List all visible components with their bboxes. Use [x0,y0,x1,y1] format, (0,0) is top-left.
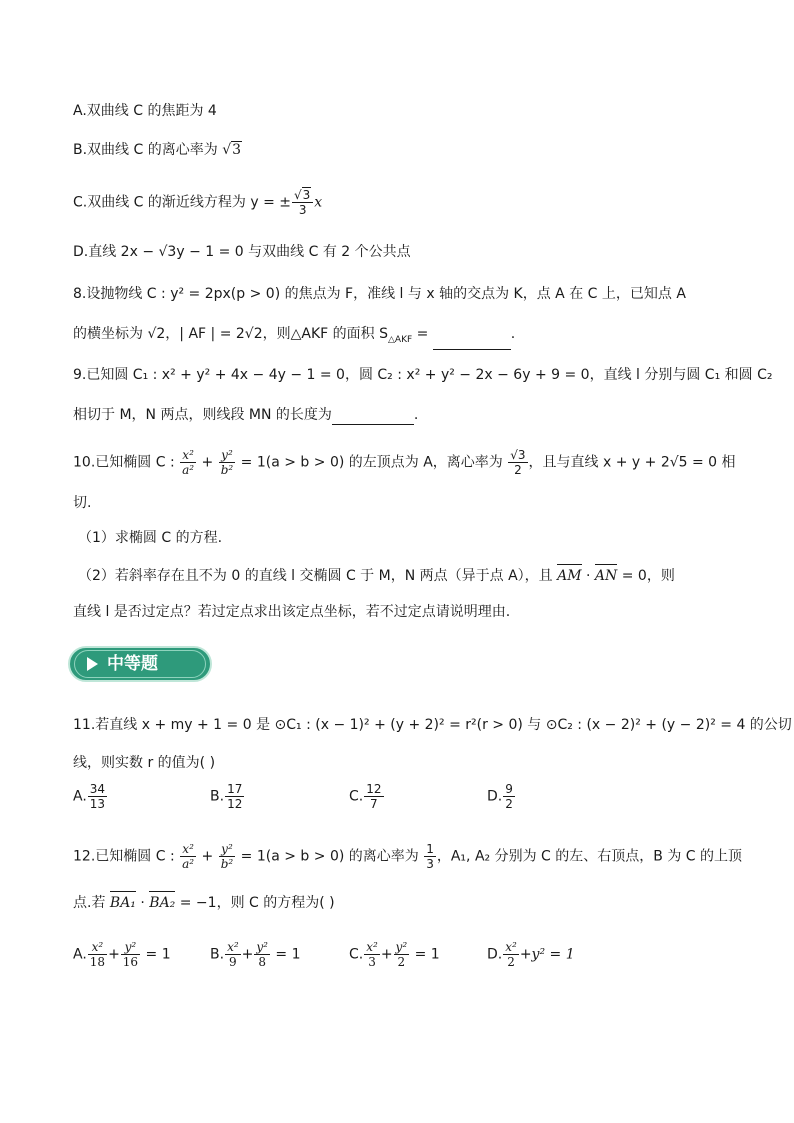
q12-option-d[interactable]: D. $\frac{\text{x²}}{2}$ +y² = 1 [487,940,575,969]
q12-f2-num: y² [219,842,236,857]
q12-option-b-d2: 8 [258,955,266,969]
q12-option-a-tail: = 1 [141,946,171,963]
q12-option-c[interactable]: C. $\frac{\text{x²}}{3}$ + $\frac{\text{y²}}{2}$ = 1 [349,940,440,969]
q11-option-b-den: 12 [227,797,243,811]
q10-part1: （1）求椭圆 C 的方程. [78,530,223,546]
q8-equals: = [412,326,433,342]
q8-answer-blank[interactable] [433,335,511,350]
q12-option-a-n1: x² [88,940,107,955]
vector-ba1: BA₁ [109,895,136,911]
q7-option-c-den: 3 [298,203,307,217]
q9-line2: 相切于 M，N 两点，则线段 MN 的长度为 . [73,407,419,423]
q8-line1: 8.设抛物线 C : y² = 2px(p > 0) 的焦点为 F，准线 l 与 x 轴的交点为 K，点 A 在 C 上，已知点 A [73,286,686,302]
q11-option-b[interactable] [210,782,245,811]
q12-option-b-d1: 9 [229,955,237,969]
q7-option-c-x: x [314,194,323,211]
q12-option-b-n1: x² [227,940,239,954]
q12-option-a-n2: y² [121,940,140,955]
q11-option-d-label: D. [487,788,503,805]
section-title: 中等题 [107,654,158,674]
q11-line1: 11.若直线 x + my + 1 = 0 是 ⊙C₁ : (x − 1)² + (y + 2)² = r²(r > 0) 与 ⊙C₂ : (x − 2)² + (y − 2)² = 4 的公切 [73,717,792,733]
q12-f1-num: x² [180,842,196,857]
q10-plus: + [197,454,218,471]
q12-option-c-d2: 2 [397,955,406,969]
q11-option-b-label: B. [210,788,225,805]
q10-f2-den: b² [220,463,234,477]
q12-e-num: 1 [426,842,434,856]
q7-option-b: B.双曲线 C 的离心率为 √3 [73,142,242,158]
q12-option-b[interactable]: B. $\frac{\text{x²}}{9}$ + $\frac{\text{y²}}{8}$ = 1 [210,940,301,969]
q11-option-a-label: A. [73,788,87,805]
q7-option-b-text: B.双曲线 C 的离心率为 [73,142,223,158]
q12-post: ，A₁, A₂ 分别为 C 的左、右顶点，B 为 C 的上顶 [436,848,742,865]
q12-f1-den: a² [182,857,195,871]
q12-option-c-tail: = 1 [410,946,440,963]
q10-part2 [78,566,675,586]
q12-option-a[interactable]: A. $\frac{\text{x²}}{18}$ + $\frac{\text{y²}}{16}$ = 1 [73,940,171,969]
q11-option-c-den: 7 [370,797,378,811]
vector-an: AN [594,568,618,584]
vector-am: AM [557,568,582,584]
q12-mid: = 1(a > b > 0) 的离心率为 [236,848,424,865]
q12-option-d-label: D. [487,946,503,963]
q12-option-d-n1: x² [505,940,517,954]
q12-pre: 12.已知椭圆 C : [73,848,180,865]
q8-area-subscript: △AKF [387,334,413,345]
q11-option-a[interactable] [73,782,108,811]
q10-f1-num: x² [180,448,196,463]
section-banner [68,646,214,684]
q11-option-d[interactable] [487,782,516,811]
play-triangle-icon [87,657,98,671]
q10-part2-post: = 0，则 [617,568,675,584]
q8-line2-text: 的横坐标为 √2，| AF | = 2√2，则△AKF 的面积 S [73,326,388,342]
q10-e-num: √3 [510,448,526,462]
q12-option-b-n2: y² [256,940,268,954]
q12-f2-den: b² [220,857,234,871]
q11-option-c[interactable] [349,782,385,811]
q11-option-a-num: 34 [89,782,106,796]
q10-f1-den: a² [182,463,195,477]
q11-option-d-den: 2 [505,797,513,811]
q10-mid: = 1(a > b > 0) 的左顶点为 A，离心率为 [236,454,508,471]
q12-line2-post: = −1，则 C 的方程为( ) [175,895,335,911]
q7-option-c-num: 3 [302,188,311,202]
q11-option-a-den: 13 [89,797,106,811]
q7-option-b-sqrt: 3 [232,142,242,158]
q12-e-den: 3 [426,857,434,871]
q7-option-c-text: C.双曲线 C 的渐近线方程为 y = ± [73,194,291,211]
q12-option-c-label: C. [349,946,364,963]
q12-option-c-d1: 3 [368,955,376,969]
q7-option-d: D.直线 2x − √3y − 1 = 0 与双曲线 C 有 2 个公共点 [73,244,411,260]
vector-ba2: BA₂ [149,895,176,911]
q12-option-c-n1: x² [366,940,378,954]
q9-line1: 9.已知圆 C₁ : x² + y² + 4x − 4y − 1 = 0，圆 C₂ : x² + y² − 2x − 6y + 9 = 0，直线 l 分别与圆 C₁ 和圆 C₂ [73,367,773,383]
q7-option-c: C.双曲线 C 的渐近线方程为 y = ± $\frac{√3}{3}$ x [73,188,323,217]
q11-option-b-num: 17 [227,782,243,796]
q10-line1 [73,448,736,477]
q12-option-a-d1: 18 [89,955,106,969]
q12-option-a-label: A. [73,946,87,963]
q12-line2: 点.若 BA₁ · BA₂ = −1，则 C 的方程为( ) [73,895,335,911]
q10-part2-text: （2）若斜率存在且不为 0 的直线 l 交椭圆 C 于 M，N 两点（异于点 A），且 [78,568,558,584]
q11-option-d-num: 9 [505,782,513,796]
q10-e-den: 2 [514,463,522,477]
q10-post: ，且与直线 x + y + 2√5 = 0 相 [528,454,736,471]
q7-option-a: A.双曲线 C 的焦距为 4 [73,103,217,119]
q12-option-b-label: B. [210,946,225,963]
q12-option-d-tail: y² = 1 [531,946,575,963]
q9-answer-blank[interactable] [332,410,414,425]
q12-option-c-n2: y² [395,940,408,954]
q10-pre: 10.已知椭圆 C : [73,454,180,471]
q10-line2: 切. [73,495,92,511]
q10-f2-num: y² [219,448,236,463]
q12-option-d-d1: 2 [507,955,515,969]
q12-option-b-tail: = 1 [270,946,301,963]
q9-line2-text: 相切于 M，N 两点，则线段 MN 的长度为 [73,407,332,423]
q10-dot: · [581,568,595,584]
q12-line1: 12.已知椭圆 C : $\frac{\text{x²}}{\text{a²}}$ + $\frac{\text{y²}}{\text{b²}}$ = 1(a > b > 0) 的离心率为 $\frac{1}{3}$ ，A₁, A₂ 分别为 C 的左、右顶点，B 为 C 的上顶 [73,842,742,871]
q12-line2-pre: 点.若 [73,895,110,911]
q10-part3: 直线 l 是否过定点？若过定点求出该定点坐标，若不过定点请说明理由. [73,604,511,620]
q11-option-c-num: 12 [366,782,382,796]
q11-option-c-label: C. [349,788,364,805]
q11-line2: 线，则实数 r 的值为( ) [73,755,216,771]
q8-line2: 的横坐标为 √2，| AF | = 2√2，则△AKF 的面积 $S_{\triangle AKF}$ = . [73,324,515,350]
q12-option-a-d2: 16 [122,955,139,969]
